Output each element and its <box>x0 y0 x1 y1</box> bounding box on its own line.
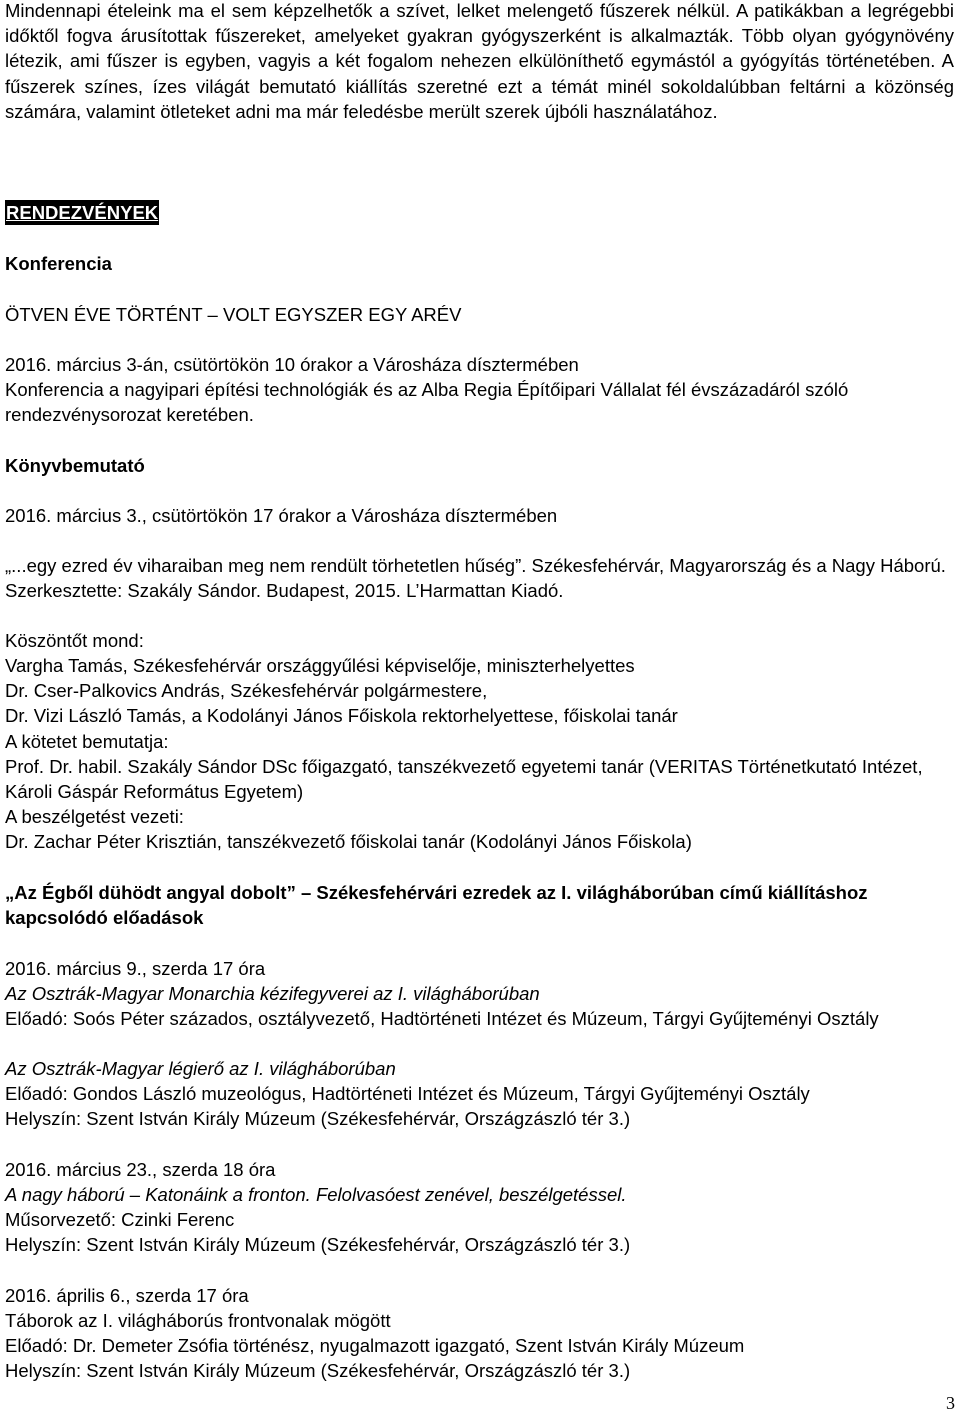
venue-line: Helyszín: Szent István Király Múzeum (Székesfehérvár, Országzászló tér 3.) <box>5 1234 631 1255</box>
venue-line: Helyszín: Szent István Király Múzeum (Székesfehérvár, Országzászló tér 3.) <box>5 1108 631 1129</box>
venue-line: Helyszín: Szent István Király Múzeum (Székesfehérvár, Országzászló tér 3.) <box>5 1360 631 1381</box>
presenter-line: Prof. Dr. habil. Szakály Sándor DSc főigazgató, tanszékvezető egyetemi tanár (VERITAS Történetkutató Intézet, Károli Gáspár Református Egyetem) <box>5 756 923 802</box>
conference-label: Konferencia <box>5 253 112 274</box>
speaker-line: Vargha Tamás, Székesfehérvár országgyűlési képviselője, miniszterhelyettes <box>5 655 635 676</box>
book-title: „...egy ezred év viharaiban meg nem rendült törhetetlen hűség”. Székesfehérvár, Magyarország és a Nagy Háború. Szerkesztette: Szakály Sándor. Budapest, 2015. L’Harmattan Kiadó. <box>5 555 946 601</box>
event-date: 2016. március 23., szerda 18 óra <box>5 1159 276 1180</box>
host-line: Műsorvezető: Czinki Ferenc <box>5 1209 235 1230</box>
intro-paragraph: Mindennapi ételeink ma el sem képzelhetők a szívet, lelket melengető fűszerek nélkül. A patikákban a legrégebbi időktől fogva árusítottak fűszereket, amelyeket gyakran gyógyszerként is alkalmazták. Több olyan gyógynövény létezik, ami fűszer is egyben, vagyis a két fogalom nehezen elkülöníthető egymástól a gyógyítás történetében. A fűszerek színes, ízes világát bemutató kiállítás szeretné ezt a témát minél sokoldalúbban feltárni a közönség számára, valamint ötleteket adni ma már feledésbe merült szerek újbóli használatához. <box>5 0 954 122</box>
conference-title: ÖTVEN ÉVE TÖRTÉNT – VOLT EGYSZER EGY ARÉV <box>5 304 462 325</box>
section-heading: RENDEZVÉNYEK <box>6 202 159 223</box>
book-label: Könyvbemutató <box>5 455 145 476</box>
event-date: 2016. március 9., szerda 17 óra <box>5 958 266 979</box>
lecturer-line: Előadó: Dr. Demeter Zsófia történész, nyugalmazott igazgató, Szent István Király Múzeum <box>5 1335 745 1356</box>
speaker-line: Dr. Cser-Palkovics András, Székesfehérvár polgármestere, <box>5 680 488 701</box>
greeting-label: Köszöntőt mond: <box>5 630 144 651</box>
lecture-title: Táborok az I. világháborús frontvonalak mögött <box>5 1310 391 1331</box>
event-date: 2016. április 6., szerda 17 óra <box>5 1285 249 1306</box>
lecturer-line: Előadó: Soós Péter százados, osztályvezető, Hadtörténeti Intézet és Múzeum, Tárgyi Gyűjteményi Osztály <box>5 1008 879 1029</box>
lecture-title: Az Osztrák-Magyar Monarchia kézifegyverei az I. világháborúban <box>5 983 540 1004</box>
moderator-label: A beszélgetést vezeti: <box>5 806 184 827</box>
lecture-series-title: „Az Égből dühödt angyal dobolt” – Székesfehérvári ezredek az I. világháborúban című kiállításhoz kapcsolódó előadások <box>5 882 868 928</box>
lecturer-line: Előadó: Gondos László muzeológus, Hadtörténeti Intézet és Múzeum, Tárgyi Gyűjteményi Osztály <box>5 1083 810 1104</box>
speaker-line: Dr. Vizi László Tamás, a Kodolányi János Főiskola rektorhelyettese, főiskolai tanár <box>5 705 678 726</box>
conference-date: 2016. március 3-án, csütörtökön 10 órakor a Városháza dísztermében <box>5 354 579 375</box>
lecture-title: A nagy háború – Katonáink a fronton. Felolvasóest zenével, beszélgetéssel. <box>5 1184 627 1205</box>
moderator-line: Dr. Zachar Péter Krisztián, tanszékvezető főiskolai tanár (Kodolányi János Főiskola) <box>5 831 692 852</box>
conference-description: Konferencia a nagyipari építési technológiák és az Alba Regia Építőipari Vállalat fél évszázadáról szóló rendezvénysorozat keretében. <box>5 379 849 425</box>
lecture-title: Az Osztrák-Magyar légierő az I. világháborúban <box>5 1058 396 1079</box>
presenter-label: A kötetet bemutatja: <box>5 731 169 752</box>
book-date: 2016. március 3., csütörtökön 17 órakor a Városháza dísztermében <box>5 505 558 526</box>
page-number: 3 <box>946 1393 955 1413</box>
